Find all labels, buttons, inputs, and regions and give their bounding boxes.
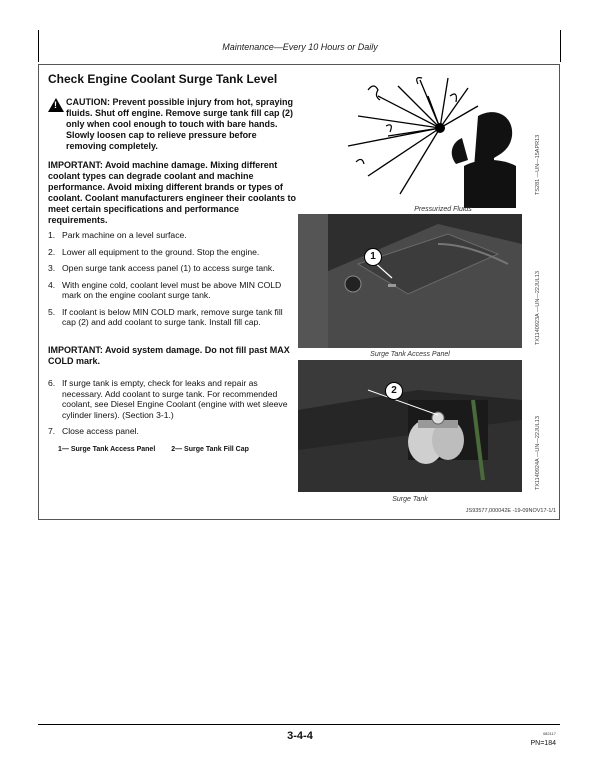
important-label: IMPORTANT: bbox=[48, 345, 103, 355]
surge-tank-photo bbox=[298, 360, 522, 492]
section-title: Check Engine Coolant Surge Tank Level bbox=[48, 72, 278, 86]
legend-item: 1— Surge Tank Access Panel bbox=[58, 446, 156, 453]
caution-block bbox=[48, 97, 298, 152]
page-number: 3-4-4 bbox=[287, 730, 313, 742]
figure-id: TX1140924A —UN—22JUL13 bbox=[535, 416, 541, 490]
page-header: Maintenance—Every 10 Hours or Daily bbox=[222, 42, 378, 52]
surge-tank-illustration bbox=[298, 360, 522, 492]
list-item: 2. Lower all equipment to the ground. Stop the engine. bbox=[48, 246, 260, 257]
steps-list-a bbox=[48, 230, 298, 334]
figure-caption: Surge Tank Access Panel bbox=[370, 351, 450, 358]
figure-caption: Pressurized Fluids bbox=[414, 206, 472, 213]
list-item: 3. Open surge tank access panel (1) to access surge tank. bbox=[48, 263, 275, 273]
access-panel-illustration bbox=[298, 214, 522, 348]
list-item: 6. If surge tank is empty, check for leaks and repair as necessary. Add coolant to surge tank. For recommended coolant, see Diesel Engine Coolant (engine with wet sleeve cylinder liners). (Section 3-1.) bbox=[48, 378, 288, 420]
date-code: 082117 bbox=[542, 731, 556, 736]
legend-item: 2— Surge Tank Fill Cap bbox=[171, 446, 249, 453]
important-text: Avoid machine damage. Mixing different coolant types can degrade coolant and machine performance. Avoid mixing different brands or types of coolant. Coolant manufacturers engineer their coolants to meet certain specifications and performance requirements. bbox=[48, 160, 297, 225]
surge-tank-access-panel-photo bbox=[298, 214, 522, 348]
pn-number: PN=184 bbox=[530, 740, 556, 747]
important-notice-2 bbox=[48, 345, 298, 367]
list-item: 4. With engine cold, coolant level must be above MIN COLD mark on the engine coolant surge tank. bbox=[48, 279, 282, 300]
list-item: 7. Close access panel. bbox=[48, 426, 139, 436]
figure-id: TX1140923A —UN—22JUL13 bbox=[535, 271, 541, 345]
callout-1: 1 bbox=[364, 248, 382, 266]
important-label: IMPORTANT: bbox=[48, 160, 103, 170]
footer-rule bbox=[38, 724, 560, 725]
warning-icon bbox=[48, 98, 64, 112]
important-text: Avoid system damage. Do not fill past MAX COLD mark. bbox=[48, 345, 290, 366]
callout-2: 2 bbox=[385, 382, 403, 400]
list-item: 5. If coolant is below MIN COLD mark, remove surge tank fill cap (2) and add coolant to surge tank. Install fill cap. bbox=[48, 306, 283, 327]
list-item: 1. Park machine on a level surface. bbox=[48, 230, 187, 240]
figure-caption: Surge Tank bbox=[392, 496, 428, 503]
important-notice-1 bbox=[48, 160, 298, 226]
caution-text: CAUTION: Prevent possible injury from hot, spraying fluids. Shut off engine. Remove surge tank fill cap (2) only when cool enough to touch with bare hands. Slowly loosen cap to relieve pressure before removing completely. bbox=[66, 97, 294, 151]
document-reference: JS93577,000042E -19-09NOV17-1/1 bbox=[465, 508, 556, 514]
spray-illustration bbox=[328, 76, 518, 208]
figure-id: TS281 —UN—15APR13 bbox=[535, 134, 541, 195]
steps-list-b bbox=[48, 378, 298, 443]
figure-legend bbox=[58, 446, 263, 453]
pressurized-fluids-figure bbox=[328, 76, 518, 213]
